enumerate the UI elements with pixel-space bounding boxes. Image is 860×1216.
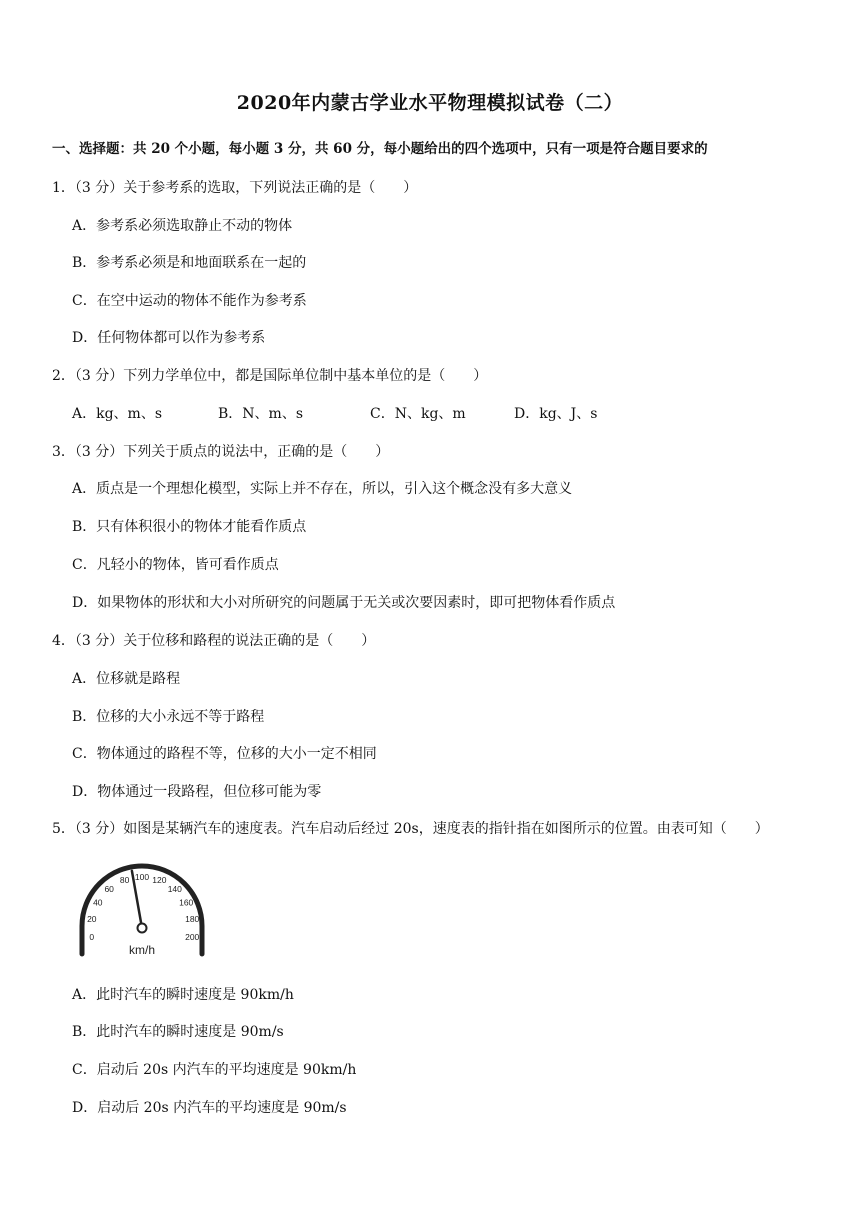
speedometer-needle-hub bbox=[138, 924, 147, 933]
question-2-option-d: D．kg、J、s bbox=[514, 406, 598, 422]
question-5-option-a: A．此时汽车的瞬时速度是 90km/h bbox=[72, 987, 294, 1003]
question-5-option-b: B．此时汽车的瞬时速度是 90m/s bbox=[72, 1024, 284, 1040]
speedometer-figure bbox=[72, 856, 212, 964]
question-1-option-c: C．在空中运动的物体不能作为参考系 bbox=[72, 293, 307, 309]
question-4-option-d: D．物体通过一段路程，但位移可能为零 bbox=[72, 784, 322, 800]
speedometer-tick-60: 60 bbox=[104, 883, 114, 894]
speedometer-tick-100: 100 bbox=[134, 872, 150, 882]
question-2-stem: 2．（3 分）下列力学单位中，都是国际单位制中基本单位的是（ ） bbox=[52, 368, 488, 384]
question-4-option-b: B．位移的大小永远不等于路程 bbox=[72, 709, 265, 725]
question-1-stem: 1．（3 分）关于参考系的选取，下列说法正确的是（ ） bbox=[52, 180, 418, 196]
question-3-stem: 3．（3 分）下列关于质点的说法中，正确的是（ ） bbox=[52, 444, 390, 460]
speedometer-tick-140: 140 bbox=[167, 883, 182, 894]
speedometer-tick-80: 80 bbox=[119, 875, 130, 886]
speedometer-tick-40: 40 bbox=[93, 897, 103, 908]
question-3-option-d: D．如果物体的形状和大小对所研究的问题属于无关或次要因素时，即可把物体看作质点 bbox=[72, 595, 616, 611]
question-5-option-c: C．启动后 20s 内汽车的平均速度是 90km/h bbox=[72, 1062, 357, 1078]
speedometer-tick-160: 160 bbox=[179, 897, 194, 908]
question-5-stem: 5．（3 分）如图是某辆汽车的速度表。汽车启动后经过 20s，速度表的指针指在如图所示的位置。由表可知（ ） bbox=[52, 821, 769, 837]
question-3-option-b: B．只有体积很小的物体才能看作质点 bbox=[72, 519, 307, 535]
question-3-option-c: C．凡轻小的物体，皆可看作质点 bbox=[72, 557, 279, 573]
question-4-option-c: C．物体通过的路程不等，位移的大小一定不相同 bbox=[72, 746, 377, 762]
question-3-option-a: A．质点是一个理想化模型，实际上并不存在，所以，引入这个概念没有多大意义 bbox=[72, 481, 573, 497]
question-4-stem: 4．（3 分）关于位移和路程的说法正确的是（ ） bbox=[52, 633, 376, 649]
question-2-option-c: C．N、kg、m bbox=[370, 406, 466, 422]
speedometer-unit-label: km/h bbox=[128, 943, 156, 957]
speedometer-tick-20: 20 bbox=[87, 914, 97, 925]
question-2-option-a: A．kg、m、s bbox=[72, 406, 163, 422]
speedometer-tick-180: 180 bbox=[185, 914, 200, 925]
question-1-option-a: A．参考系必须选取静止不动的物体 bbox=[72, 218, 293, 234]
exam-title: 2020年内蒙古学业水平物理模拟试卷（二） bbox=[236, 92, 624, 114]
section-heading: 一、选择题：共 20 个小题，每小题 3 分，共 60 分，每小题给出的四个选项中，只有一项是符合题目要求的 bbox=[52, 141, 708, 157]
speedometer-tick-0: 0 bbox=[89, 931, 95, 942]
speedometer-tick-200: 200 bbox=[185, 931, 200, 942]
question-2-option-b: B．N、m、s bbox=[218, 406, 303, 422]
speedometer-tick-120: 120 bbox=[152, 875, 167, 886]
question-1-option-b: B．参考系必须是和地面联系在一起的 bbox=[72, 255, 307, 271]
question-5-option-d: D．启动后 20s 内汽车的平均速度是 90m/s bbox=[72, 1100, 347, 1116]
question-1-option-d: D．任何物体都可以作为参考系 bbox=[72, 330, 266, 346]
question-4-option-a: A．位移就是路程 bbox=[72, 671, 181, 687]
